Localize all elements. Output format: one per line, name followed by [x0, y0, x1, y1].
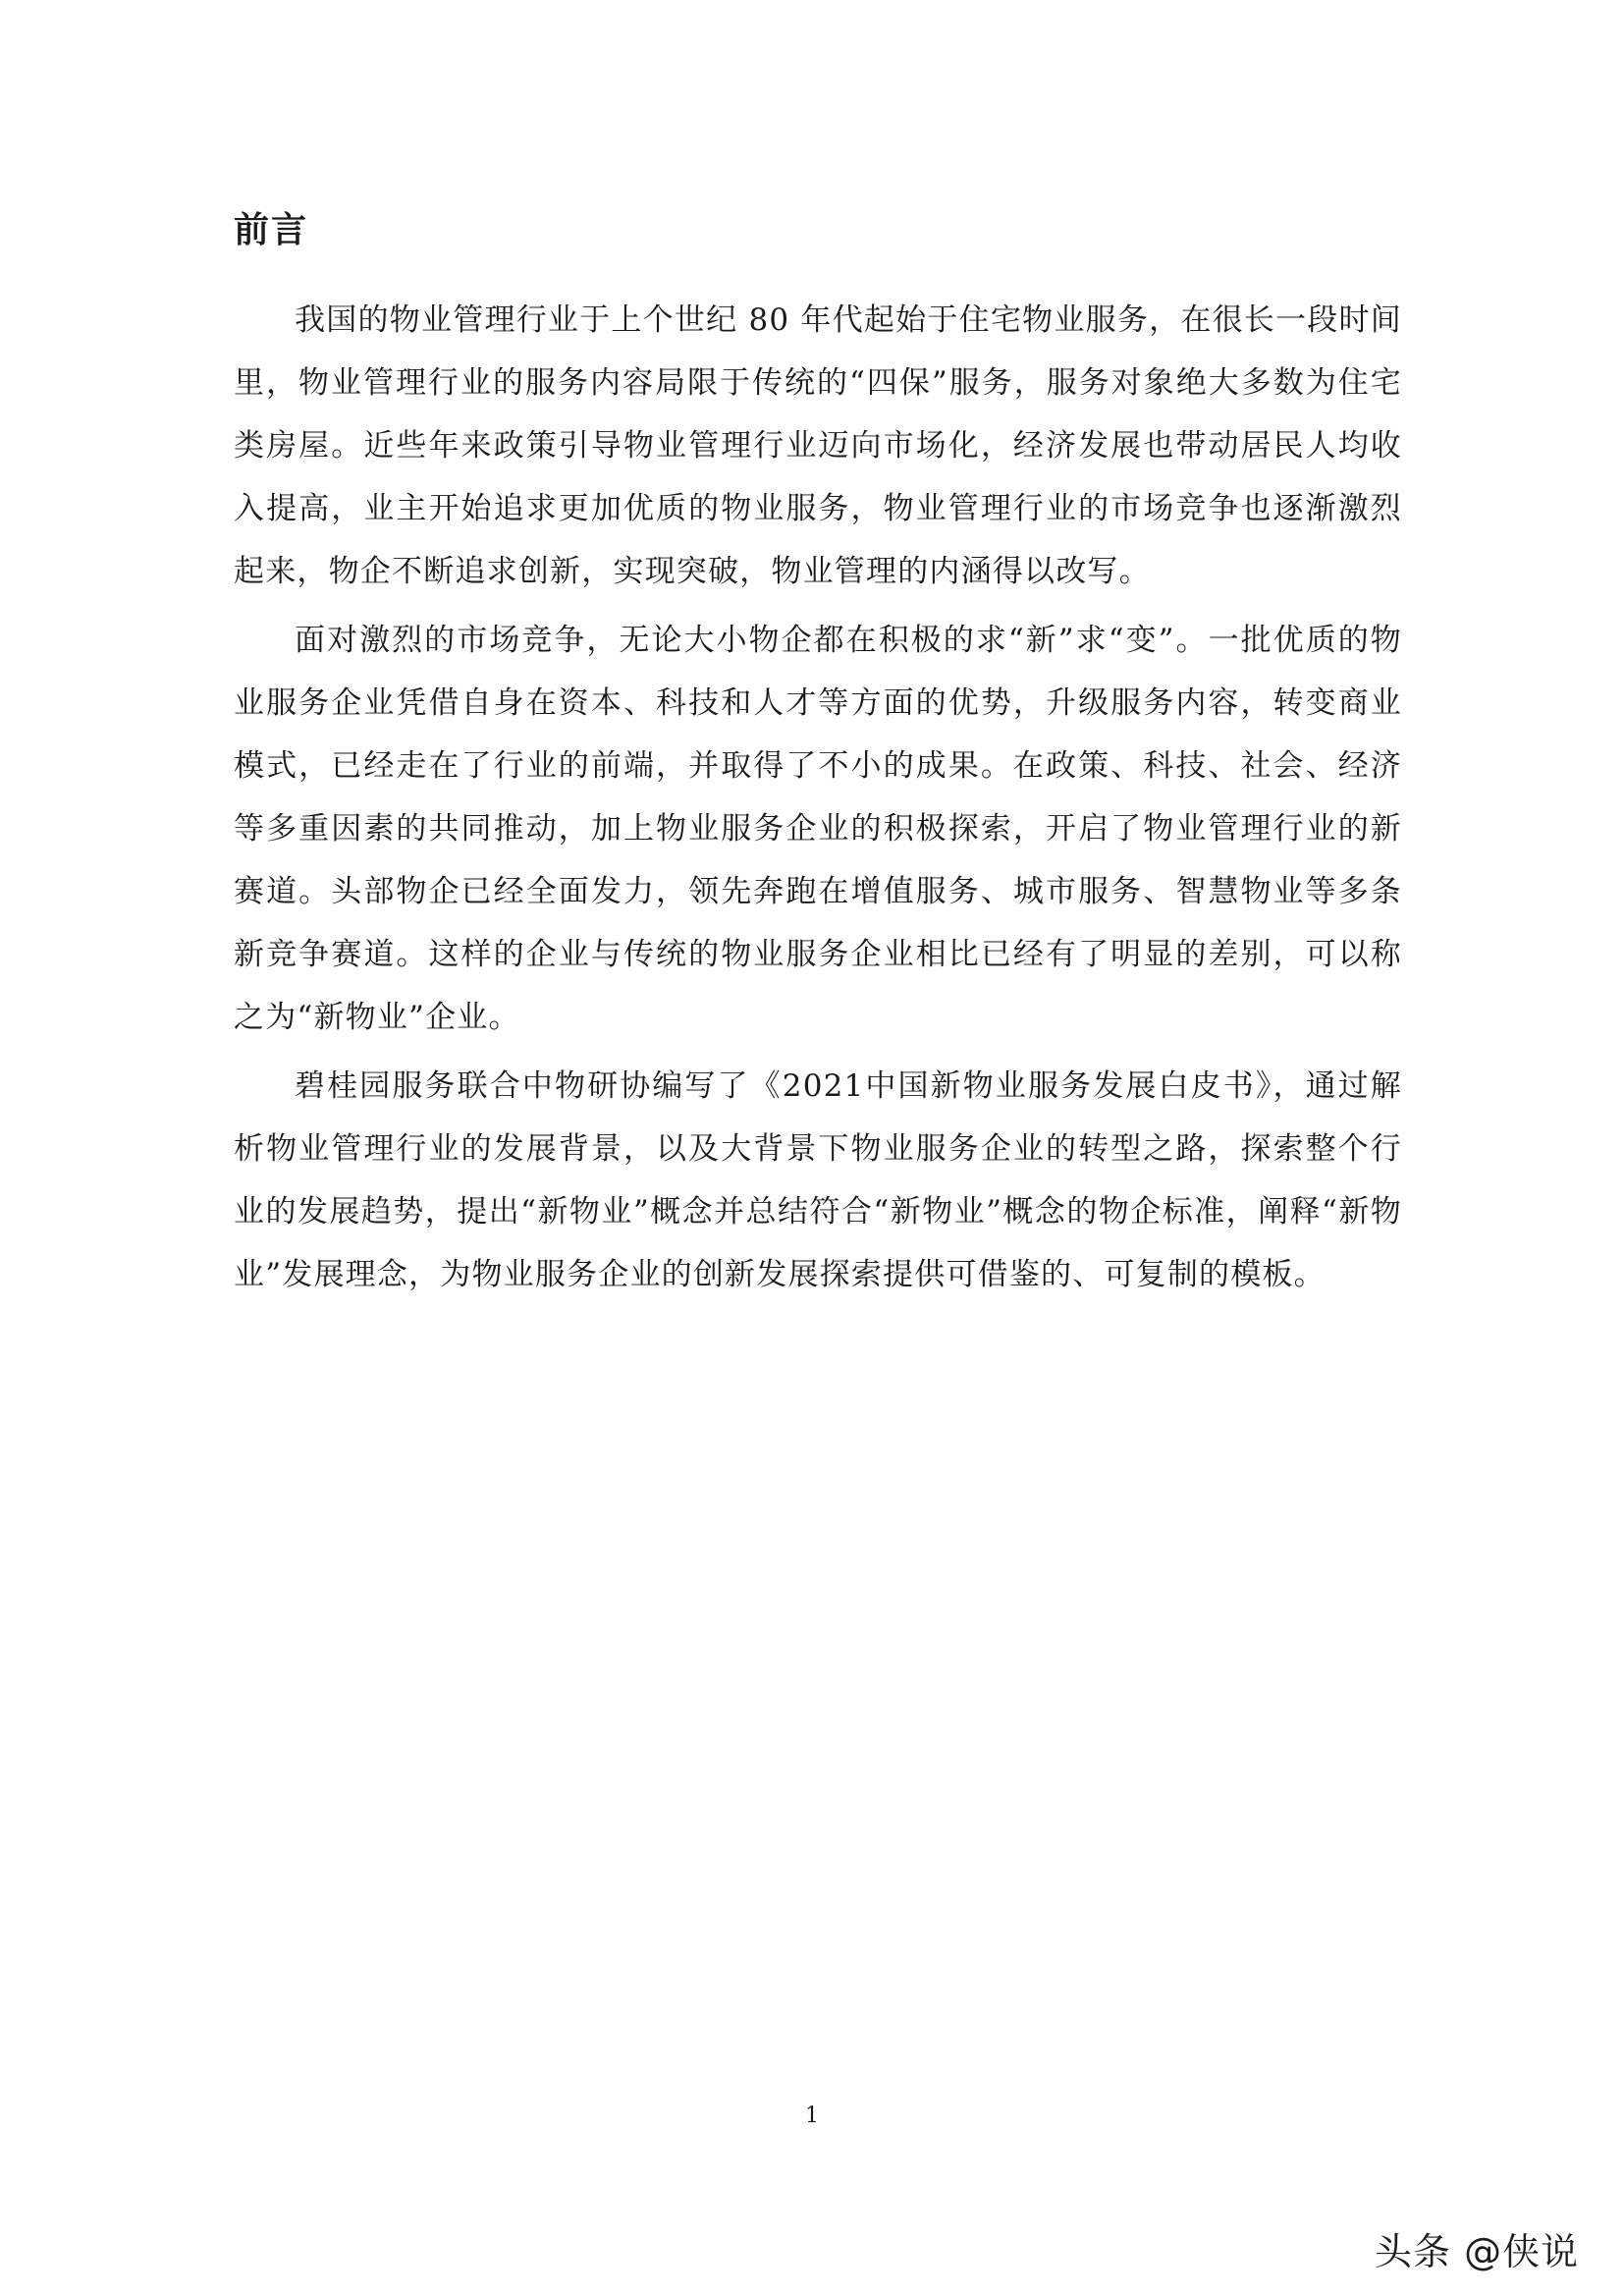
source-watermark: 头条 @侠说 — [1375, 2230, 1580, 2273]
paragraph-1: 我国的物业管理行业于上个世纪 80 年代起始于住宅物业服务，在很长一段时间里，物业管理行业的服务内容局限于传统的“四保”服务，服务对象绝大多数为住宅类房屋。近些年来政策引导物业管理行业迈向市场化，经济发展也带动居民人均收入提高，业主开始追求更加优质的物业服务，物业管理行业的市场竞争也逐渐激烈起来，物企不断追求创新，实现突破，物业管理的内涵得以改写。 — [234, 302, 1402, 589]
body-text — [234, 289, 1402, 1312]
page-number: 1 — [805, 2104, 819, 2128]
page-title: 前言 — [234, 209, 309, 250]
paragraph-2: 面对激烈的市场竞争，无论大小物企都在积极的求“新”求“变”。一批优质的物业服务企业凭借自身在资本、科技和人才等方面的优势，升级服务内容，转变商业模式，已经走在了行业的前端，并取得了不小的成果。在政策、科技、社会、经济等多重因素的共同推动，加上物业服务企业的积极探索，开启了物业管理行业的新赛道。头部物企已经全面发力，领先奔跑在增值服务、城市服务、智慧物业等多条新竞争赛道。这样的企业与传统的物业服务企业相比已经有了明显的差别，可以称之为“新物业”企业。 — [234, 623, 1402, 1035]
paragraph-3: 碧桂园服务联合中物研协编写了《2021中国新物业服务发展白皮书》，通过解析物业管理行业的发展背景，以及大背景下物业服务企业的转型之路，探索整个行业的发展趋势，提出“新物业”概念并总结符合“新物业”概念的物企标准，阐释“新物业”发展理念，为物业服务企业的创新发展探索提供可借鉴的、可复制的模板。 — [234, 1068, 1402, 1292]
